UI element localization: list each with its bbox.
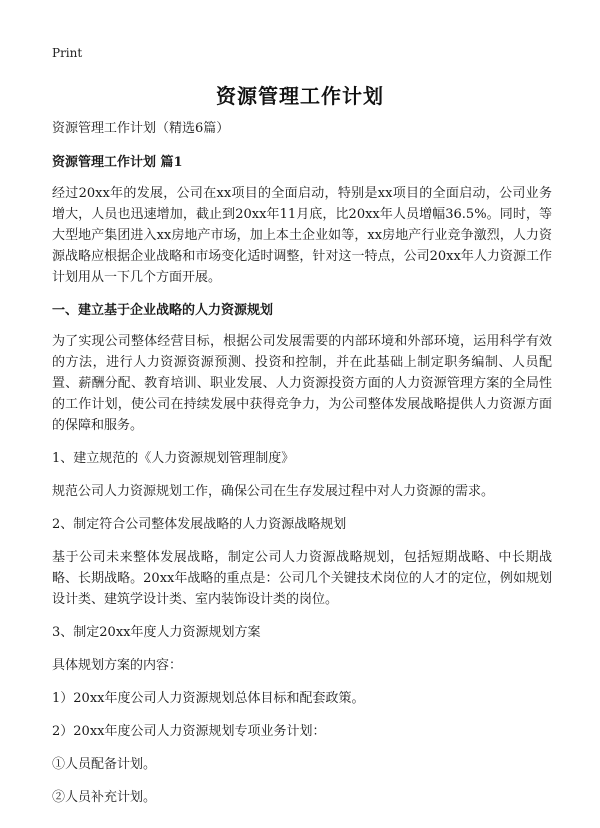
intro-paragraph: 经过20xx年的发展，公司在xx项目的全面启动，特别是xx项目的全面启动，公司业务增大，人员也迅速增加，截止到20xx年11月底，比20xx年人员增幅36.5%。同时，等大型地产集团进入xx房地产市场，加上本土企业如等，xx房地产行业竞争激烈，人力资源战略应根据企业战略和市场变化适时调整，针对这一特点，公司20xx年人力资源工作计划用从一下几个方面开展。 [52, 186, 552, 285]
item-1-paragraph: 规范公司人力资源规划工作，确保公司在生存发展过程中对人力资源的需求。 [52, 484, 495, 499]
print-label: Print [52, 46, 83, 60]
document-subtitle: 资源管理工作计划（精选6篇） [52, 121, 230, 136]
sub-item-1: 1）20xx年度公司人力资源规划总体目标和配套政策。 [52, 691, 365, 706]
item-3-paragraph: 具体规划方案的内容： [52, 658, 183, 673]
item-3-heading: 3、制定20xx年度人力资源规划方案 [52, 625, 261, 640]
document-title: 资源管理工作计划 [216, 84, 384, 108]
section-1-paragraph: 为了实现公司整体经营目标，根据公司发展需要的内部环境和外部环境，运用科学有效的方法，进行人力资源资源预测、投资和控制，并在此基础上制定职务编制、人员配置、薪酬分配、教育培训、职业发展、人力资源投资方面的人力资源管理方案的全局性的工作计划，使公司在持续发展中获得竞争力，为公司整体发展战略提供人力资源方面的保障和服务。 [52, 334, 552, 433]
item-2-paragraph: 基于公司未来整体发展战略，制定公司人力资源战略规划，包括短期战略、中长期战略、长期战略。20xx年战略的重点是：公司几个关键技术岗位的人才的定位，例如规划设计类、建筑学设计类、室内装饰设计类的岗位。 [52, 550, 552, 607]
document-body [52, 118, 552, 820]
article-heading: 资源管理工作计划 篇1 [52, 155, 183, 170]
sub-item-2: 2）20xx年度公司人力资源规划专项业务计划： [52, 724, 326, 739]
item-2-heading: 2、制定符合公司整体发展战略的人力资源战略规划 [52, 517, 347, 532]
section-1-heading: 一、建立基于企业战略的人力资源规划 [52, 303, 274, 318]
sub-item-2a: ①人员配备计划。 [52, 757, 157, 772]
item-1-heading: 1、建立规范的《人力资源规划管理制度》 [52, 451, 295, 466]
sub-item-2b: ②人员补充计划。 [52, 790, 157, 805]
